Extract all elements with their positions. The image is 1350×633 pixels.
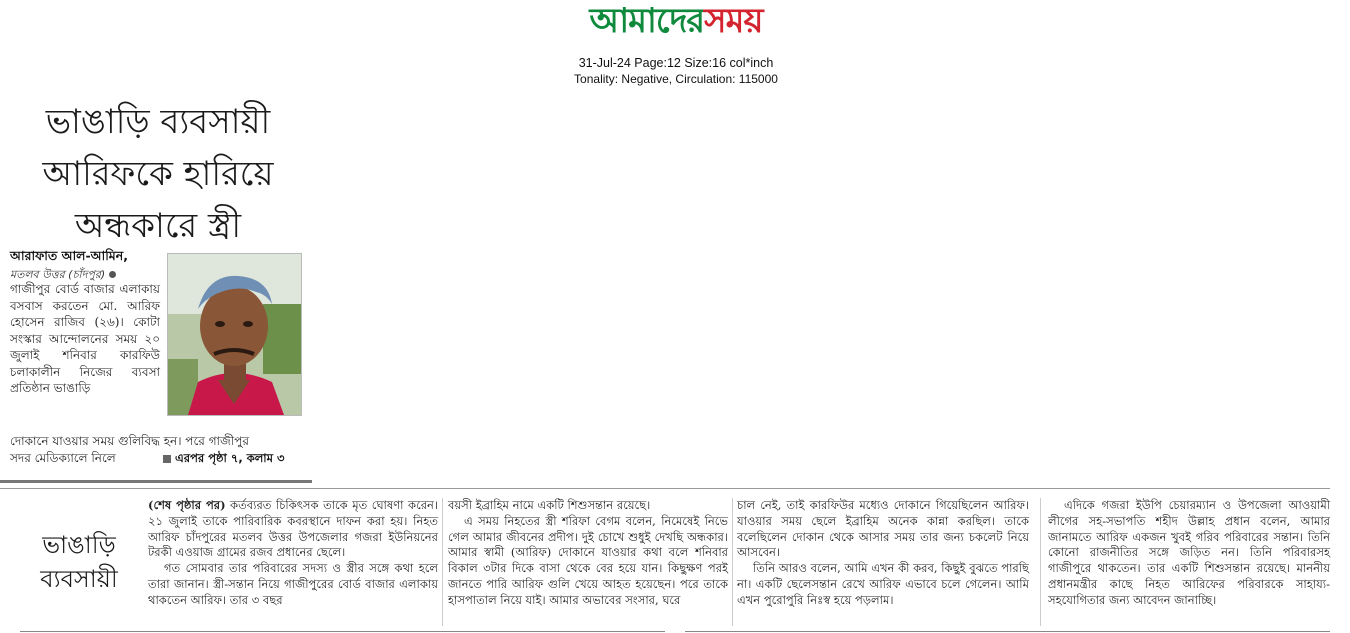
jump-column-2 [448,498,728,609]
dateline-text: মতলব উত্তর (চাঁদপুর) [10,268,106,281]
col1-paragraph-2: গত সোমবার তার পরিবারের সদস্য ও স্ত্রীর সঙ্গে কথা হলে তারা জানান। স্ত্রী-সন্তান নিয়ে গাজীপুরের বোর্ড বাজার এলাকায় থাকতেন আরিফ। তার ৩ বছর [148,561,438,607]
col2-paragraph-2: এ সময় নিহতের স্ত্রী শরিফা বেগম বলেন, নিমেষেই নিভে গেল আমার জীবনের প্রদীপ। দুই চোখে শুধুই দেখছি অন্ধকার। আমার স্বামী (আরিফ) দোকানে যাওয়ার কথা বলে শনিবার বিকাল ৩টার দিকে বাসা থেকে বের হয়ে যান। কিছুক্ষণ পরই জানতে পারি আরিফ গুলি খেয়ে আহত হয়েছেন। পরে তাকে হাসপাতাল নিয়ে যাই। আমার অভাবের সংসার, ঘরে [448,513,728,607]
lead-wide-line-1: দোকানে যাওয়ার সময় গুলিবিদ্ধ হন। পরে গাজীপুর [10,434,249,448]
divider-bottom-right [685,631,1330,632]
continued-note [163,450,285,469]
col2-paragraph-1: বয়সী ইব্রাহিম নামে একটি শিশুসন্তান রয়েছে। [448,498,651,512]
clipping-meta-tonality: Tonality: Negative, Circulation: 115000 [574,72,778,86]
headline-line-2: আরিফকে হারিয়ে [42,154,274,194]
newspaper-logo [540,0,812,46]
portrait-photo [167,253,302,416]
continuation-tag: (শেষ পৃষ্ঠার পর) [148,498,226,512]
bullet-icon [109,271,116,278]
lead-paragraph: গাজীপুর বোর্ড বাজার এলাকায় বসবাস করতেন মো. আরিফ হোসেন রাজিব (২৬)। কোটা সংস্কার আন্দোলনের সময় ২০ জুলাই শনিবার কারফিউ চলাকালীন নিজের ব্যবসা প্রতিষ্ঠান ভাঙাড়ি [10,282,160,395]
logo-part-red: সময় [704,0,763,41]
square-bullet-icon [163,455,171,463]
col3-paragraph-1: চাল নেই, তাই কারফিউর মধ্যেও দোকানে গিয়েছিলেন আরিফ। যাওয়ার সময় ছেলে ইব্রাহিম অনেক কান্না করছিল। তাকে বলেছিলেন দোকান থেকে আসার সময় তার জন্য চকলেট নিয়ে আসবেন। [737,498,1029,560]
portrait-illustration [168,254,301,415]
col3-paragraph-2: তিনি আরও বলেন, আমি এখন কী করব, কিছুই বুঝতে পারছি না। একটি ছেলেসন্তান রেখে আরিফ এভাবে চলে গেলেন। আমি এখন পুরোপুরি নিঃস্ব হয়ে পড়লাম। [737,561,1029,607]
headline-line-1: ভাঙাড়ি ব্যবসায়ী [45,102,271,142]
masthead [0,0,1350,90]
jump-headline-line-1: ভাঙাড়ি [42,531,116,559]
clipping-meta-date: 31-Jul-24 Page:12 Size:16 col*inch [578,56,774,70]
logo-part-green: আমাদের [589,0,705,41]
col4-paragraph-1: এদিকে গজরা ইউপি চেয়ারম্যান ও উপজেলা আওয়ামী লীগের সহ-সভাপতি শহীদ উল্লাহ প্রধান বলেন, আমার জানামতে আরিফ একজন খুবই গরিব পরিবারের সন্তান। তিনি কোনো রাজনীতির সঙ্গে জড়িত নন। তিনি পরিবারসহ গাজীপুরে থাকতেন। তার একটি শিশুসন্তান রয়েছে। মাননীয় প্রধানমন্ত্রীর কাছে নিহত আরিফের পরিবারকে সাহায্য-সহযোগিতার জন্য আবেদন জানাচ্ছি। [1048,498,1330,607]
divider-thin [0,488,1330,489]
continued-note-text: এরপর পৃষ্ঠা ৭, কলাম ৩ [175,451,285,465]
col1-paragraph-1 [148,498,438,561]
jump-column-4 [1048,498,1330,609]
lead-wide-line-2: সদর মেডিক্যালে নিলে [10,450,116,465]
headline-line-3: অন্ধকারে স্ত্রী [74,206,242,246]
jump-column-3 [737,498,1029,609]
article-headline [10,96,306,252]
column-separator [1040,498,1041,626]
jump-headline-line-2: ব্যবসায়ী [40,565,118,593]
divider-thick [0,480,312,483]
jump-column-1 [148,498,438,609]
byline: আরাফাত আল-আমিন, [10,248,128,263]
col1-paragraph-1-text: কর্তব্যরত চিকিৎসক তাকে মৃত ঘোষণা করেন। ২১ জুলাই তাকে পারিবারিক কবরস্থানে দাফন করা হয়। নিহত আরিফ চাঁদপুরের মতলব উত্তর উপজেলার গজরা ইউনিয়নের টরকী এওয়াজ গ্রামের রজব প্রধানের ছেলে। [148,498,438,560]
divider-bottom-left [20,631,665,632]
jump-headline [18,528,140,596]
column-separator [442,498,443,626]
column-separator [732,498,733,626]
